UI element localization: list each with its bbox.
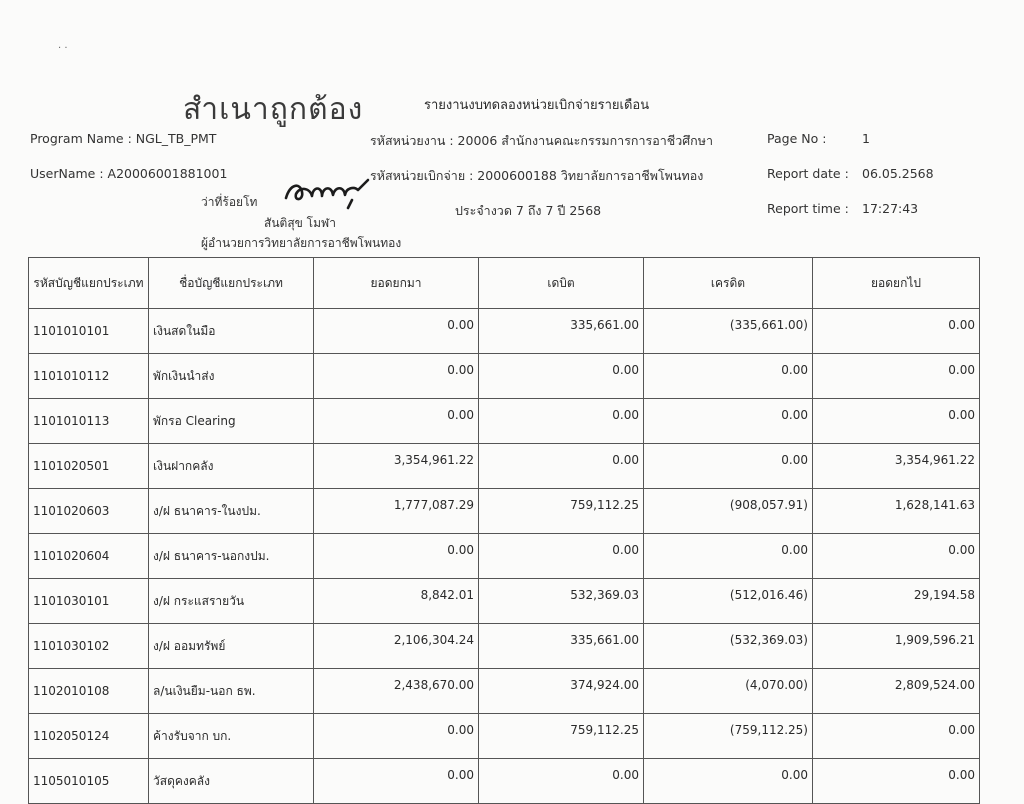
cell-debit: 0.00	[479, 399, 644, 444]
handwritten-signature	[282, 176, 374, 214]
table-row	[29, 444, 980, 489]
cell-closing-balance: 1,628,141.63	[813, 489, 980, 534]
table-row	[29, 669, 980, 714]
cell-debit: 335,661.00	[479, 624, 644, 669]
table-row	[29, 489, 980, 534]
trial-balance-table	[28, 257, 980, 804]
cell-opening-balance: 0.00	[314, 714, 479, 759]
cell-closing-balance: 29,194.58	[813, 579, 980, 624]
cell-credit: 0.00	[644, 354, 813, 399]
cell-account-code: 1101020604	[29, 534, 149, 579]
cert-name: สันติสุข โมฬา	[264, 216, 336, 230]
col-debit: เดบิต	[479, 258, 644, 309]
cell-credit: (532,369.03)	[644, 624, 813, 669]
table-row	[29, 309, 980, 354]
cell-opening-balance: 0.00	[314, 309, 479, 354]
cell-account-code: 1101020501	[29, 444, 149, 489]
cell-debit: 532,369.03	[479, 579, 644, 624]
col-credit: เครดิต	[644, 258, 813, 309]
cell-closing-balance: 3,354,961.22	[813, 444, 980, 489]
report-date-label: Report date :	[767, 166, 849, 181]
cell-account-name: วัสดุคงคลัง	[149, 759, 314, 804]
cell-credit: (908,057.91)	[644, 489, 813, 534]
col-closing-balance: ยอดยกไป	[813, 258, 980, 309]
cell-account-code: 1105010105	[29, 759, 149, 804]
table-row	[29, 759, 980, 804]
cell-account-code: 1101030101	[29, 579, 149, 624]
cell-closing-balance: 0.00	[813, 354, 980, 399]
report-title: รายงานงบทดลองหน่วยเบิกจ่ายรายเดือน	[424, 98, 650, 113]
cell-account-code: 1101010112	[29, 354, 149, 399]
cell-opening-balance: 1,777,087.29	[314, 489, 479, 534]
cell-closing-balance: 0.00	[813, 714, 980, 759]
username: UserName : A20006001881001	[30, 166, 228, 181]
cell-account-name: ง/ฝ ธนาคาร-นอกงปม.	[149, 534, 314, 579]
table-row	[29, 534, 980, 579]
cell-closing-balance: 0.00	[813, 759, 980, 804]
cell-opening-balance: 2,438,670.00	[314, 669, 479, 714]
cell-closing-balance: 1,909,596.21	[813, 624, 980, 669]
report-time-value: 17:27:43	[862, 201, 919, 216]
cell-account-name: ง/ฝ กระแสรายวัน	[149, 579, 314, 624]
report-time-label: Report time :	[767, 201, 849, 216]
cell-credit: (4,070.00)	[644, 669, 813, 714]
cell-opening-balance: 3,354,961.22	[314, 444, 479, 489]
cell-closing-balance: 2,809,524.00	[813, 669, 980, 714]
cell-closing-balance: 0.00	[813, 309, 980, 354]
cell-debit: 0.00	[479, 354, 644, 399]
cell-account-code: 1102010108	[29, 669, 149, 714]
page-no-value: 1	[862, 131, 870, 146]
cert-lieutenant: ว่าที่ร้อยโท	[201, 195, 258, 209]
cell-account-name: เงินฝากคลัง	[149, 444, 314, 489]
report-date-value: 06.05.2568	[862, 166, 934, 181]
cell-debit: 335,661.00	[479, 309, 644, 354]
scan-dust: . .	[58, 40, 68, 51]
cert-position: ผู้อำนวยการวิทยาลัยการอาชีพโพนทอง	[201, 236, 402, 250]
table-row	[29, 579, 980, 624]
cell-opening-balance: 0.00	[314, 354, 479, 399]
cell-account-code: 1102050124	[29, 714, 149, 759]
page-no-label: Page No :	[767, 131, 827, 146]
cell-credit: 0.00	[644, 759, 813, 804]
cell-credit: (759,112.25)	[644, 714, 813, 759]
cell-account-name: ค้างรับจาก บก.	[149, 714, 314, 759]
table-row	[29, 714, 980, 759]
col-account-name: ชื่อบัญชีแยกประเภท	[149, 258, 314, 309]
cell-account-code: 1101010113	[29, 399, 149, 444]
col-opening-balance: ยอดยกมา	[314, 258, 479, 309]
cell-opening-balance: 0.00	[314, 534, 479, 579]
cell-credit: 0.00	[644, 399, 813, 444]
cell-debit: 759,112.25	[479, 714, 644, 759]
cell-credit: 0.00	[644, 534, 813, 579]
cell-account-name: ล/นเงินยืม-นอก ธพ.	[149, 669, 314, 714]
cell-account-name: พักรอ Clearing	[149, 399, 314, 444]
cell-closing-balance: 0.00	[813, 399, 980, 444]
cell-opening-balance: 0.00	[314, 759, 479, 804]
period: ประจำงวด 7 ถึง 7 ปี 2568	[455, 203, 602, 218]
cell-debit: 0.00	[479, 759, 644, 804]
table-row	[29, 354, 980, 399]
table-row	[29, 624, 980, 669]
cell-credit: 0.00	[644, 444, 813, 489]
cell-debit: 0.00	[479, 444, 644, 489]
program-name: Program Name : NGL_TB_PMT	[30, 131, 217, 146]
cell-credit: (512,016.46)	[644, 579, 813, 624]
cell-opening-balance: 2,106,304.24	[314, 624, 479, 669]
cell-opening-balance: 8,842.01	[314, 579, 479, 624]
col-account-code: รหัสบัญชีแยกประเภท	[29, 258, 149, 309]
cell-credit: (335,661.00)	[644, 309, 813, 354]
cell-account-name: ง/ฝ ธนาคาร-ในงปม.	[149, 489, 314, 534]
unit-code: รหัสหน่วยงาน : 20006 สำนักงานคณะกรรมการการอาชีวศึกษา	[370, 133, 714, 148]
cell-account-code: 1101020603	[29, 489, 149, 534]
certified-copy-stamp: สำเนาถูกต้อง	[183, 92, 364, 127]
cell-account-name: พักเงินนำส่ง	[149, 354, 314, 399]
cell-closing-balance: 0.00	[813, 534, 980, 579]
cell-account-code: 1101010101	[29, 309, 149, 354]
table-row	[29, 399, 980, 444]
cell-debit: 374,924.00	[479, 669, 644, 714]
cell-account-name: ง/ฝ ออมทรัพย์	[149, 624, 314, 669]
cell-debit: 0.00	[479, 534, 644, 579]
cell-account-code: 1101030102	[29, 624, 149, 669]
cell-debit: 759,112.25	[479, 489, 644, 534]
cell-account-name: เงินสดในมือ	[149, 309, 314, 354]
cell-opening-balance: 0.00	[314, 399, 479, 444]
table-header-row	[29, 258, 980, 309]
disbursing-unit: รหัสหน่วยเบิกจ่าย : 2000600188 วิทยาลัยการอาชีพโพนทอง	[370, 168, 704, 183]
